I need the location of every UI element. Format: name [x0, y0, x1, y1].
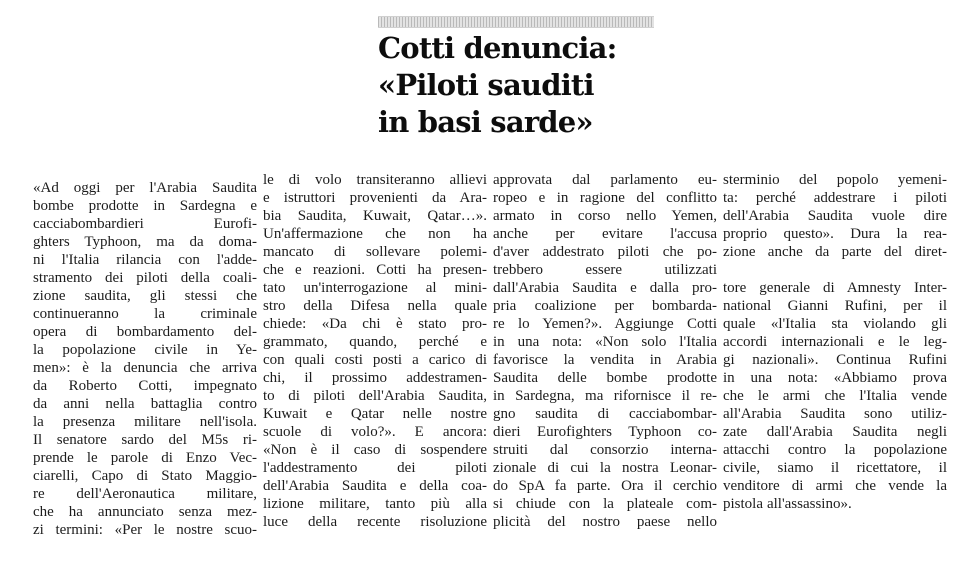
text-line: in una nota: «Abbiamo prova — [723, 370, 947, 386]
text-line: to di piloti dell'Arabia Saudita, — [263, 388, 487, 404]
text-line: chi, il prossimo addestramen- — [263, 370, 487, 386]
text-line: gi nazionali». Continua Rufini — [723, 352, 947, 368]
text-line: Il senatore sardo del M5s ri- — [33, 432, 257, 448]
text-line: in Sardegna, ma rifornisce il re- — [493, 388, 717, 404]
text-line: d'aver addestrato piloti che po- — [493, 244, 717, 260]
text-line: prende le parole di Enzo Vec- — [33, 450, 257, 466]
text-line: stramento dei piloti della coali- — [33, 270, 257, 286]
text-line: quale «l'Italia sta violando gli — [723, 316, 947, 332]
headline-line: Cotti denuncia: — [378, 31, 617, 65]
text-line: scuole di volo?». E ancora: — [263, 424, 487, 440]
text-line: continueranno la criminale — [33, 306, 257, 322]
text-line: gno saudita di cacciabombar- — [493, 406, 717, 422]
text-line: dieri Eurofighters Typhoon co- — [493, 424, 717, 440]
text-line: stro della Difesa nella quale — [263, 298, 487, 314]
text-line: zione saudita, gli stessi che — [33, 288, 257, 304]
text-line: dell'Arabia Saudita vuole dire — [723, 208, 947, 224]
text-line: dall'Arabia Saudita e dalla pro- — [493, 280, 717, 296]
text-line: luce della recente risoluzione — [263, 514, 487, 530]
text-line: le di volo transiteranno allievi — [263, 172, 487, 188]
article-column — [723, 171, 947, 539]
text-line: do SpA fa parte. Ora il cerchio — [493, 478, 717, 494]
text-line: in una nota: «Non solo l'Italia — [493, 334, 717, 350]
text-line: attacchi contro la popolazione — [723, 442, 947, 458]
text-line: ghters Typhoon, ma da doma- — [33, 234, 257, 250]
text-line: men»: è la denuncia che arriva — [33, 360, 257, 376]
text-line: armato in corso nello Yemen, — [493, 208, 717, 224]
text-line: «Ad oggi per l'Arabia Saudita — [33, 180, 257, 196]
headline-line: in basi sarde» — [378, 105, 593, 139]
text-line: Un'affermazione che non ha — [263, 226, 487, 242]
text-line: zionale di cui la nostra Leonar- — [493, 460, 717, 476]
text-line: accordi internazionali e le leg- — [723, 334, 947, 350]
text-line: bia Saudita, Kuwait, Qatar…». — [263, 208, 487, 224]
text-line: re dell'Aeronautica militare, — [33, 486, 257, 502]
text-line: trebbero essere utilizzati — [493, 262, 717, 278]
text-line: e istruttori provenienti da Ara- — [263, 190, 487, 206]
text-line: l'addestramento dei piloti — [263, 460, 487, 476]
text-line: grammato, quando, perché e — [263, 334, 487, 350]
text-line: ni l'Italia rilancia con l'adde- — [33, 252, 257, 268]
paragraph-gap — [723, 261, 947, 279]
article-column — [493, 171, 717, 539]
text-line: zione anche da parte del diret- — [723, 244, 947, 260]
text-line: civile, siamo il ricettatore, il — [723, 460, 947, 476]
text-line: proprio questo». Dura la rea- — [723, 226, 947, 242]
text-line: da Roberto Cotti, impegnato — [33, 378, 257, 394]
text-line: venditore di armi che vende la — [723, 478, 947, 494]
text-line: Saudita delle bombe prodotte — [493, 370, 717, 386]
text-line: «Non è il caso di sospendere — [263, 442, 487, 458]
article-columns — [33, 171, 947, 539]
text-line: pistola all'assassino». — [723, 496, 852, 512]
text-line: ciarelli, Capo di Stato Maggio- — [33, 468, 257, 484]
text-line: chiede: «Da chi è stato pro- — [263, 316, 487, 332]
text-line: dell'Arabia Saudita e della coa- — [263, 478, 487, 494]
article-column — [33, 171, 257, 539]
text-line: tore generale di Amnesty Inter- — [723, 280, 947, 296]
text-line: approvata dal parlamento eu- — [493, 172, 717, 188]
text-line: ropeo e in ragione del conflitto — [493, 190, 717, 206]
text-line: si chiude con la plateale com- — [493, 496, 717, 512]
text-line: anche per evitare l'accusa — [493, 226, 717, 242]
text-line: che e reazioni. Cotti ha presen- — [263, 262, 487, 278]
text-line: da anni nella battaglia contro — [33, 396, 257, 412]
text-line: la popolazione civile in Ye- — [33, 342, 257, 358]
text-line: mancato di sollevare polemi- — [263, 244, 487, 260]
text-line: ta: perché addestrare i piloti — [723, 190, 947, 206]
text-line: struiti dal consorzio interna- — [493, 442, 717, 458]
text-line: che ha annunciato senza mez- — [33, 504, 257, 520]
text-line: zi termini: «Per le nostre scuo- — [33, 522, 257, 538]
text-line: sterminio del popolo yemeni- — [723, 172, 947, 188]
article-column — [263, 171, 487, 539]
text-line: lizione militare, tanto più alla — [263, 496, 487, 512]
text-line: tato un'interrogazione al mini- — [263, 280, 487, 296]
text-line: con quali costi posti a carico di — [263, 352, 487, 368]
text-line: zate dall'Arabia Saudita negli — [723, 424, 947, 440]
text-line: re lo Yemen?». Aggiunge Cotti — [493, 316, 717, 332]
text-line: plicità del nostro paese nello — [493, 514, 717, 530]
text-line: national Gianni Rufini, per il — [723, 298, 947, 314]
text-line: all'Arabia Saudita sono utiliz- — [723, 406, 947, 422]
text-line: opera di bombardamento del- — [33, 324, 257, 340]
hatched-divider-bar — [378, 16, 654, 28]
text-line: cacciabombardieri Eurofi- — [33, 216, 257, 232]
text-line: favorisce la vendita in Arabia — [493, 352, 717, 368]
text-line: pria coalizione per bombarda- — [493, 298, 717, 314]
text-line: Kuwait e Qatar nelle nostre — [263, 406, 487, 422]
text-line: la presenza militare nell'isola. — [33, 414, 257, 430]
headline — [378, 30, 616, 141]
text-line: che le armi che l'Italia vende — [723, 388, 947, 404]
headline-line: «Piloti sauditi — [378, 68, 594, 102]
text-line: bombe prodotte in Sardegna e — [33, 198, 257, 214]
